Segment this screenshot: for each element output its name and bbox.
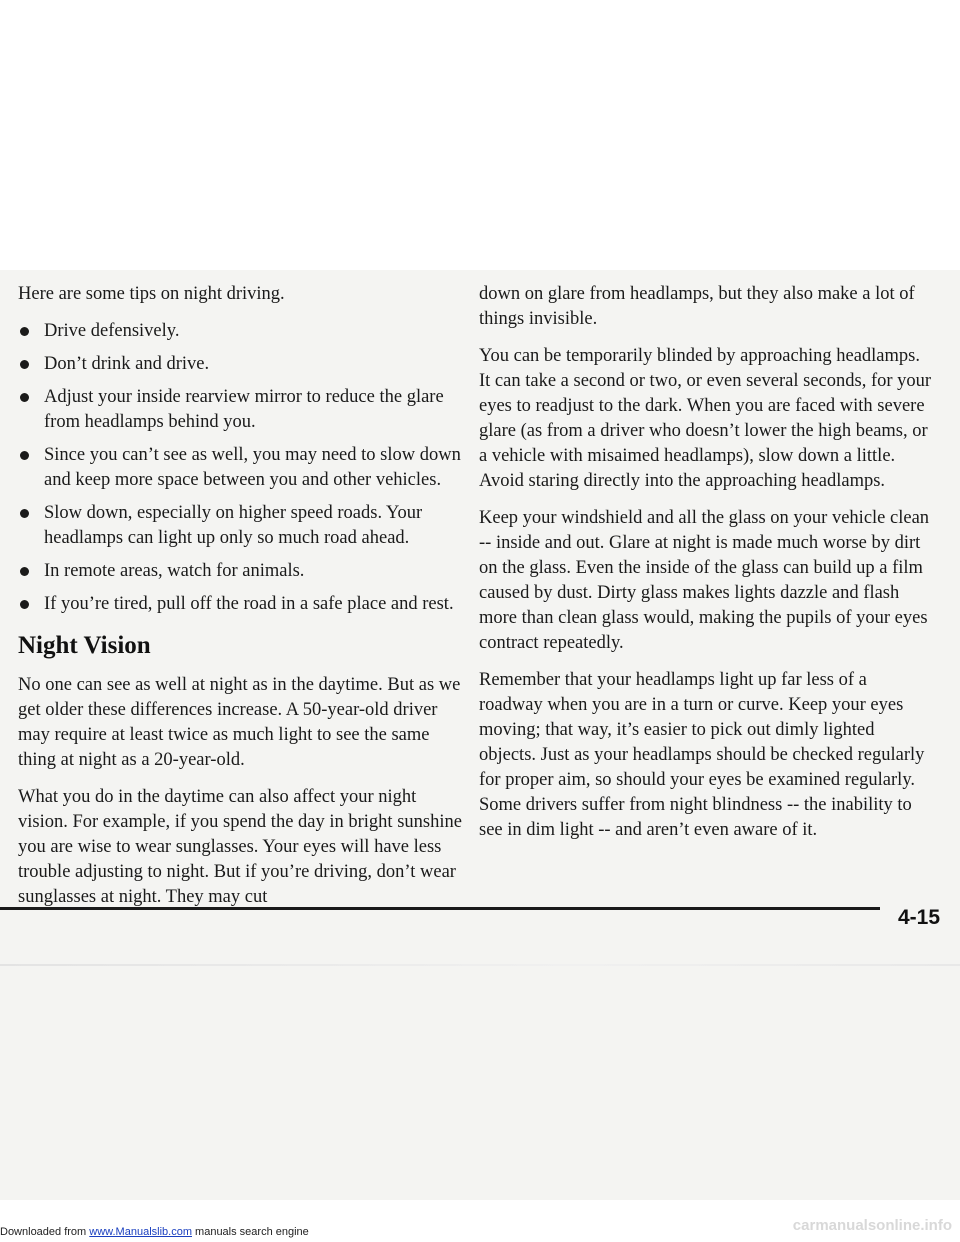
download-credit-prefix: Downloaded from [0, 1226, 90, 1238]
list-item [18, 559, 464, 584]
list-item-text: Don’t drink and drive. [44, 354, 210, 374]
scan-divider [0, 964, 960, 966]
list-item-text: Slow down, especially on higher speed roads. Your headlamps can light up only so much road ahead. [44, 503, 423, 548]
night-driving-tips-list [18, 319, 464, 617]
list-item-text: Drive defensively. [44, 321, 180, 341]
list-item-text: Adjust your inside rearview mirror to reduce the glare from headlamps behind you. [44, 387, 444, 432]
body-paragraph: Remember that your headlamps light up far less of a roadway when you are in a turn or curve. Keep your eyes moving; that way, it’s easier to pick out dimly lighted objects. Just as your headlamps should be checked regularly for proper aim, so should your eyes be examined regularly. Some drivers suffer from night blindness -- the inability to see in dim light -- and aren’t even aware of it. [479, 670, 925, 840]
list-item-text: In remote areas, watch for animals. [44, 561, 305, 581]
list-item-text: Since you can’t see as well, you may need to slow down and keep more space between you and other vehicles. [44, 445, 461, 490]
download-credit-suffix: manuals search engine [191, 1226, 309, 1238]
body-paragraph: You can be temporarily blinded by approaching headlamps. It can take a second or two, or even several seconds, for your eyes to readjust to the dark. When you are faced with severe glare (as from a driver who doesn’t lower the high beams, or a vehicle with misaimed headlamps), slow down a little. Avoid staring directly into the approaching headlamps. [479, 346, 932, 491]
intro-text: Here are some tips on night driving. [18, 284, 285, 304]
body-paragraph: Keep your windshield and all the glass on your vehicle clean -- inside and out. Glare at night is made much worse by dirt on the glass. Even the inside of the glass can build up a film caused by dust. Dirty glass makes lights dazzle and flash more than clean glass would, making the pupils of your eyes contract repeatedly. [479, 508, 930, 653]
body-paragraph: No one can see as well at night as in the daytime. But as we get older these differences increase. A 50-year-old driver may require at least twice as much light to see the same thing at night as a 20-year-old. [18, 675, 461, 770]
list-item [18, 501, 464, 551]
bullet-icon [20, 509, 29, 518]
bullet-icon [20, 360, 29, 369]
list-item [18, 352, 464, 377]
bullet-icon [20, 451, 29, 460]
list-item [18, 319, 464, 344]
bullet-icon [20, 567, 29, 576]
list-item [18, 443, 464, 493]
list-item [18, 592, 464, 617]
download-credit [0, 1226, 309, 1238]
bullet-icon [20, 393, 29, 402]
left-column [18, 282, 464, 922]
site-watermark: carmanualsonline.info [792, 1217, 952, 1234]
body-paragraph: What you do in the daytime can also affect your night vision. For example, if you spend the day in bright sunshine you are wise to wear sunglasses. Your eyes will have less trouble adjusting to night. But if you’re driving, don’t wear sunglasses at night. They may cut [18, 787, 462, 907]
bullet-icon [20, 600, 29, 609]
right-column [479, 282, 935, 855]
page-number: 4-15 [897, 906, 940, 929]
footer-rule [0, 907, 880, 910]
list-item [18, 385, 464, 435]
bullet-icon [20, 327, 29, 336]
list-item-text: If you’re tired, pull off the road in a safe place and rest. [44, 594, 454, 614]
body-paragraph: down on glare from headlamps, but they also make a lot of things invisible. [479, 284, 915, 329]
manualslib-link[interactable]: www.Manualslib.com [89, 1226, 192, 1238]
section-heading: Night Vision [18, 632, 151, 659]
